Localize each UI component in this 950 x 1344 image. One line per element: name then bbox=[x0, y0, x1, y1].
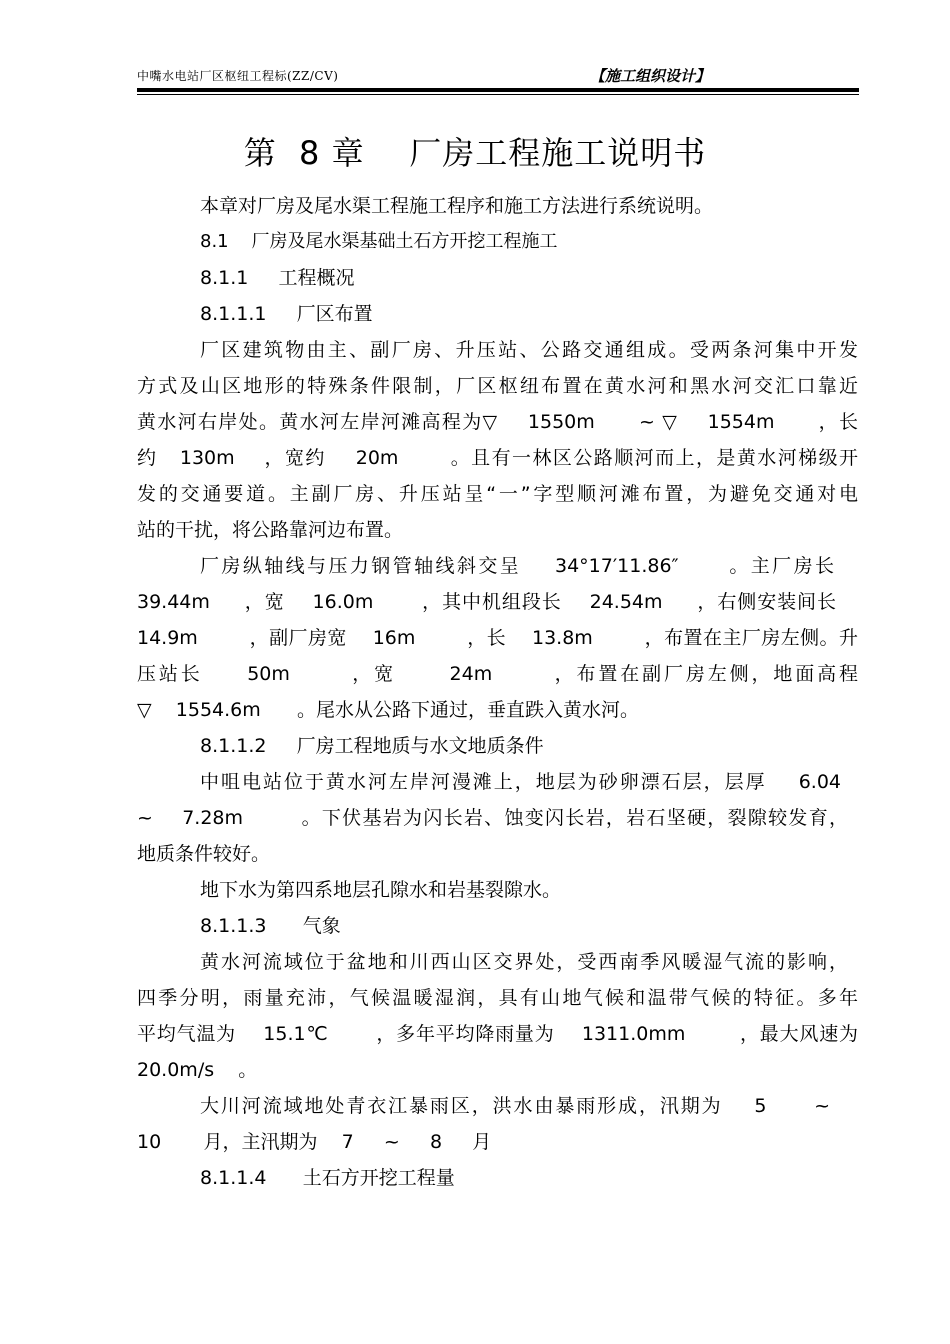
paragraph-line: ~ 7.28m 。下伏基岩为闪长岩、蚀变闪长岩，岩石坚硬，裂隙较发育， bbox=[137, 807, 848, 829]
paragraph-line: 14.9m ，副厂房宽 16m ，长 13.8m ，布置在主厂房左侧。升 bbox=[137, 627, 858, 649]
paragraph-line: 方式及山区地形的特殊条件限制，厂区枢纽布置在黄水河和黑水河交汇口靠近 bbox=[137, 375, 858, 397]
paragraph-line: 39.44m ，宽 16.0m ，其中机组段长 24.54m ，右侧安装间长 bbox=[137, 591, 836, 613]
paragraph-line: 厂区建筑物由主、副厂房、升压站、公路交通组成。受两条河集中开发 bbox=[200, 339, 858, 361]
header-section-title: 【施工组织设计】 bbox=[590, 67, 711, 85]
heading-8-1-1: 8.1.1 工程概况 bbox=[200, 267, 355, 289]
paragraph-intro: 本章对厂房及尾水渠工程施工程序和施工方法进行系统说明。 bbox=[200, 195, 714, 217]
paragraph-line: 厂房纵轴线与压力钢管轴线斜交呈 34°17′11.86″ 。主厂房长 bbox=[200, 555, 834, 577]
paragraph-line: 黄水河右岸处。黄水河左岸河滩高程为▽ 1550m ~ ▽ 1554m ，长 bbox=[137, 411, 858, 433]
paragraph-line: 地质条件较好。 bbox=[137, 843, 271, 865]
paragraph-line: 地下水为第四系地层孔隙水和岩基裂隙水。 bbox=[200, 879, 562, 901]
heading-8-1-1-2: 8.1.1.2 厂房工程地质与水文地质条件 bbox=[200, 735, 544, 757]
header-rule-thin bbox=[137, 94, 859, 95]
paragraph-line: 中咀电站位于黄水河左岸河漫滩上，地层为砂卵漂石层，层厚 6.04 bbox=[200, 771, 841, 793]
paragraph-line: 大川河流域地处青衣江暴雨区，洪水由暴雨形成，汛期为 5 ~ bbox=[200, 1095, 830, 1117]
paragraph-line: 平均气温为 15.1℃ ，多年平均降雨量为 1311.0mm ，最大风速为 bbox=[137, 1023, 858, 1045]
chapter-title: 第 8 章 厂房工程施工说明书 bbox=[243, 134, 707, 172]
paragraph-line: 黄水河流域位于盆地和川西山区交界处，受西南季风暖湿气流的影响， bbox=[200, 951, 848, 973]
paragraph-line: ▽ 1554.6m 。尾水从公路下通过，垂直跌入黄水河。 bbox=[137, 699, 639, 721]
paragraph-line: 压站长 50m ，宽 24m ，布置在副厂房左侧，地面高程 bbox=[137, 663, 858, 685]
paragraph-line: 四季分明，雨量充沛，气候温暖湿润，具有山地气候和温带气候的特征。多年 bbox=[137, 987, 858, 1009]
header-rule-thick bbox=[137, 88, 859, 92]
heading-8-1-1-4: 8.1.1.4 土石方开挖工程量 bbox=[200, 1167, 455, 1189]
page-header bbox=[137, 64, 859, 86]
heading-8-1-1-3: 8.1.1.3 气象 bbox=[200, 915, 341, 937]
paragraph-line: 20.0m/s 。 bbox=[137, 1059, 258, 1081]
paragraph-line: 发的交通要道。主副厂房、升压站呈“一”字型顺河滩布置，为避免交通对电 bbox=[137, 483, 858, 505]
header-project-title: 中嘴水电站厂区枢纽工程标(ZZ/CV) bbox=[137, 69, 339, 83]
heading-8-1: 8.1 厂房及尾水渠基础土石方开挖工程施工 bbox=[200, 231, 558, 252]
heading-8-1-1-1: 8.1.1.1 厂区布置 bbox=[200, 303, 373, 325]
paragraph-line: 10 月，主汛期为 7 ~ 8 月 bbox=[137, 1131, 492, 1153]
paragraph-line: 站的干扰，将公路靠河边布置。 bbox=[137, 519, 404, 541]
paragraph-line: 约 130m ，宽约 20m 。且有一林区公路顺河而上，是黄水河梯级开 bbox=[137, 447, 858, 469]
